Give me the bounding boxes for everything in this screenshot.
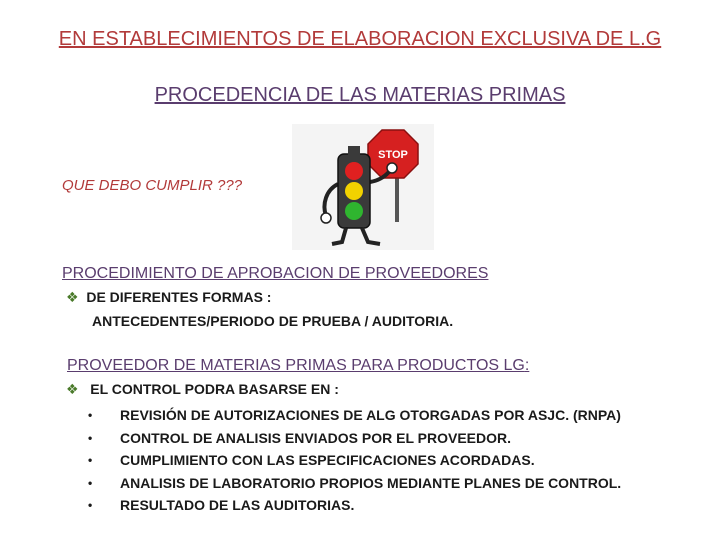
slide-title: EN ESTABLECIMIENTOS DE ELABORACION EXCLUSIVA DE L.G (58, 28, 662, 50)
list-item: • CONTROL DE ANALISIS ENVIADOS POR EL PROVEEDOR. (88, 427, 621, 450)
section1-line2: ANTECEDENTES/PERIODO DE PRUEBA / AUDITORIA. (92, 313, 454, 329)
list-item: • ANALISIS DE LABORATORIO PROPIOS MEDIANTE PLANES DE CONTROL. (88, 472, 621, 495)
bullet-dot-icon: • (88, 453, 93, 467)
green-light (345, 202, 363, 220)
traffic-light-stop-icon (292, 124, 434, 250)
bullet-dot-icon: • (88, 430, 93, 445)
bullet-dot-icon: • (88, 408, 93, 422)
slide-subtitle: PROCEDENCIA DE LAS MATERIAS PRIMAS (154, 84, 566, 106)
question-text: QUE DEBO CUMPLIR ??? (62, 177, 243, 194)
bullet-dot-icon: • (88, 475, 93, 490)
left-glove (321, 213, 331, 223)
section2-intro: ❖ EL CONTROL PODRA BASARSE EN : (66, 381, 339, 397)
section2-heading: PROVEEDOR DE MATERIAS PRIMAS PARA PRODUCTOS LG: (67, 357, 530, 374)
bullet-dot-icon: • (88, 498, 93, 512)
section1-line1: ❖ DE DIFERENTES FORMAS : (66, 289, 272, 305)
stop-sign-text: STOP (378, 149, 408, 161)
diamond-bullet-icon: ❖ (66, 289, 79, 305)
red-light (345, 162, 363, 180)
right-glove (387, 163, 397, 173)
diamond-bullet-icon: ❖ (66, 381, 79, 397)
list-item: • REVISIÓN DE AUTORIZACIONES DE ALG OTORGADAS POR ASJC. (RNPA) (88, 404, 621, 427)
traffic-light-cap (348, 146, 360, 156)
list-item: • CUMPLIMIENTO CON LAS ESPECIFICACIONES ACORDADAS. (88, 449, 621, 472)
section1-heading: PROCEDIMIENTO DE APROBACION DE PROVEEDORES (62, 265, 489, 282)
yellow-light (345, 182, 363, 200)
list-item: • RESULTADO DE LAS AUDITORIAS. (88, 494, 621, 517)
control-list (88, 404, 621, 517)
